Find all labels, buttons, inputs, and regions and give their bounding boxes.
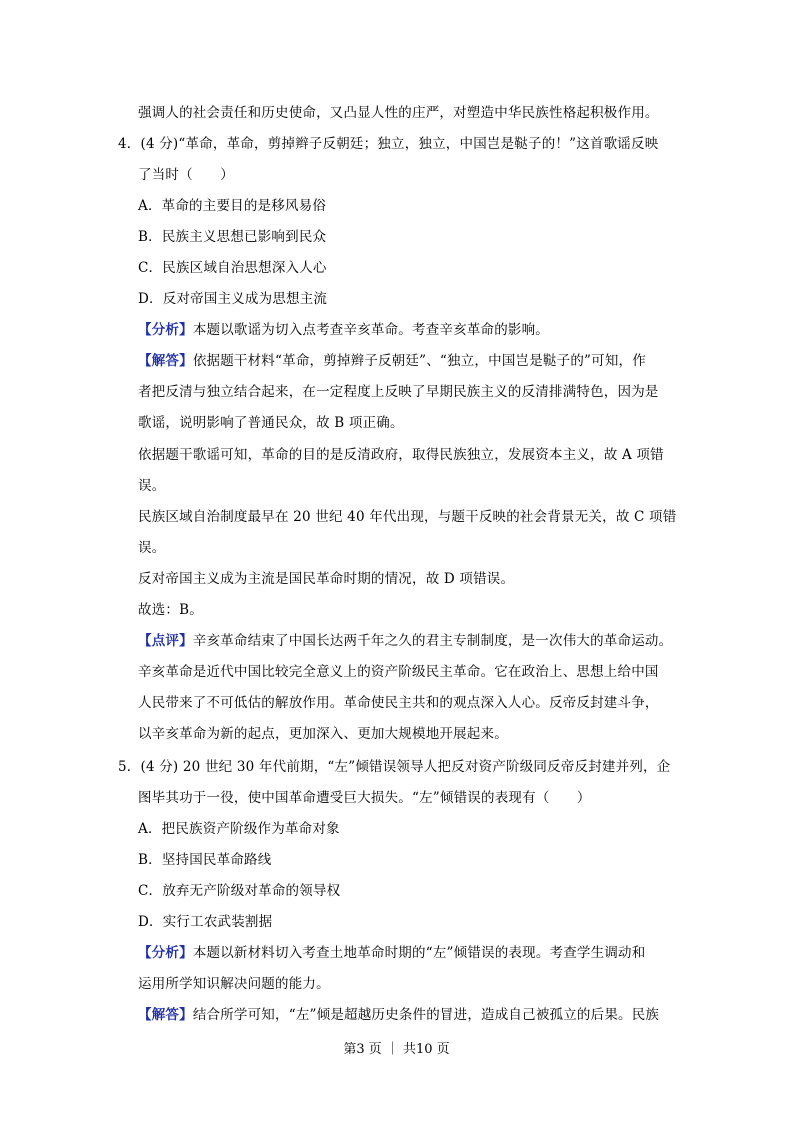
q4-comment-line3: 人民带来了不可低估的解放作用。革命使民主共和的观点深入人心。反帝反封建斗争，: [138, 695, 659, 711]
q5-option-b: B．坚持国民革命路线: [138, 852, 272, 868]
q4-answer-line4: 依据题干歌谣可知，革命的目的是反清政府，取得民族独立，发展资本主义，故 A 项错: [138, 447, 664, 463]
q5-analysis-line2: 运用所学知识解决问题的能力。: [138, 976, 330, 992]
q4-answer-line8: 反对帝国主义成为主流是国民革命时期的情况，故 D 项错误。: [138, 571, 515, 587]
q5-answer-tag: 【解答】: [138, 1007, 193, 1023]
q4-option-a: A．革命的主要目的是移风易俗: [138, 198, 327, 214]
q5-answer-text1: 结合所学可知，“左”倾是超越历史条件的冒进，造成自己被孤立的后果。民族: [192, 1007, 660, 1023]
page-footer: 第3 页 ｜ 共10 页: [343, 1042, 450, 1057]
q5-option-d: D．实行工农武装割据: [138, 914, 273, 930]
q5-analysis-line1: [138, 943, 645, 963]
q4-stem-line1: 4．(4 分)“革命，革命，剪掉辫子反朝廷；独立，独立，中国岂是鞑子的！”这首歌谣反映: [118, 136, 659, 152]
q5-analysis-text1: 本题以新材料切入考查土地革命时期的“左”倾错误的表现。考查学生调动和: [192, 945, 646, 961]
q4-answer-line2: 者把反清与独立结合起来，在一定程度上反映了早期民族主义的反清排满特色，因为是: [138, 384, 659, 400]
q4-answer-line6: 民族区域自治制度最早在 20 世纪 40 年代出现，与题干反映的社会背景无关，故 C 项错: [138, 509, 677, 525]
q4-analysis: [138, 320, 549, 340]
q4-choice: 故选：B。: [138, 602, 203, 618]
q4-stem-line2: 了当时（ ）: [138, 167, 234, 183]
q4-comment-line1: [138, 631, 672, 651]
q5-option-a: A．把民族资产阶级作为革命对象: [138, 821, 340, 837]
intro-line: 强调人的社会责任和历史使命，又凸显人性的庄严，对塑造中华民族性格起积极作用。: [138, 105, 659, 121]
q4-answer-line5: 误。: [138, 478, 166, 494]
q4-comment-text1: 辛亥革命结束了中国长达两千年之久的君主专制制度，是一次伟大的革命运动。: [192, 633, 673, 649]
q5-option-c: C．放弃无产阶级对革命的领导权: [138, 883, 341, 899]
q5-stem-line2: 图毕其功于一役，使中国革命遭受巨大损失。“左”倾错误的表现有（ ）: [138, 790, 591, 806]
q4-option-b: B．民族主义思想已影响到民众: [138, 229, 327, 245]
q4-analysis-tag: 【分析】: [138, 322, 193, 338]
q4-option-d: D．反对帝国主义成为思想主流: [138, 291, 328, 307]
q4-comment-line4: 以辛亥革命为新的起点，更加深入、更加大规模地开展起来。: [138, 726, 508, 742]
q5-answer-line1: [138, 1005, 659, 1025]
q4-answer-line3: 歌谣，说明影响了普通民众，故 B 项正确。: [138, 415, 404, 431]
q4-comment-line2: 辛亥革命是近代中国比较完全意义上的资产阶级民主革命。它在政治上、思想上给中国: [138, 664, 659, 680]
q4-comment-tag: 【点评】: [138, 633, 193, 649]
q4-answer-tag: 【解答】: [138, 353, 193, 369]
q4-answer-text1: 依据题干材料“革命，剪掉辫子反朝廷”、“独立，中国岂是鞑子的”可知，作: [192, 353, 646, 369]
q4-answer-line1: [138, 351, 646, 371]
q5-analysis-tag: 【分析】: [138, 945, 193, 961]
q5-stem-line1: 5．(4 分) 20 世纪 30 年代前期，“左”倾错误领导人把反对资产阶级同反帝反封建并列，企: [118, 759, 671, 775]
q4-analysis-text: 本题以歌谣为切入点考查辛亥革命。考查辛亥革命的影响。: [192, 322, 550, 338]
q4-option-c: C．民族区域自治思想深入人心: [138, 260, 327, 276]
q4-answer-line7: 误。: [138, 540, 166, 556]
